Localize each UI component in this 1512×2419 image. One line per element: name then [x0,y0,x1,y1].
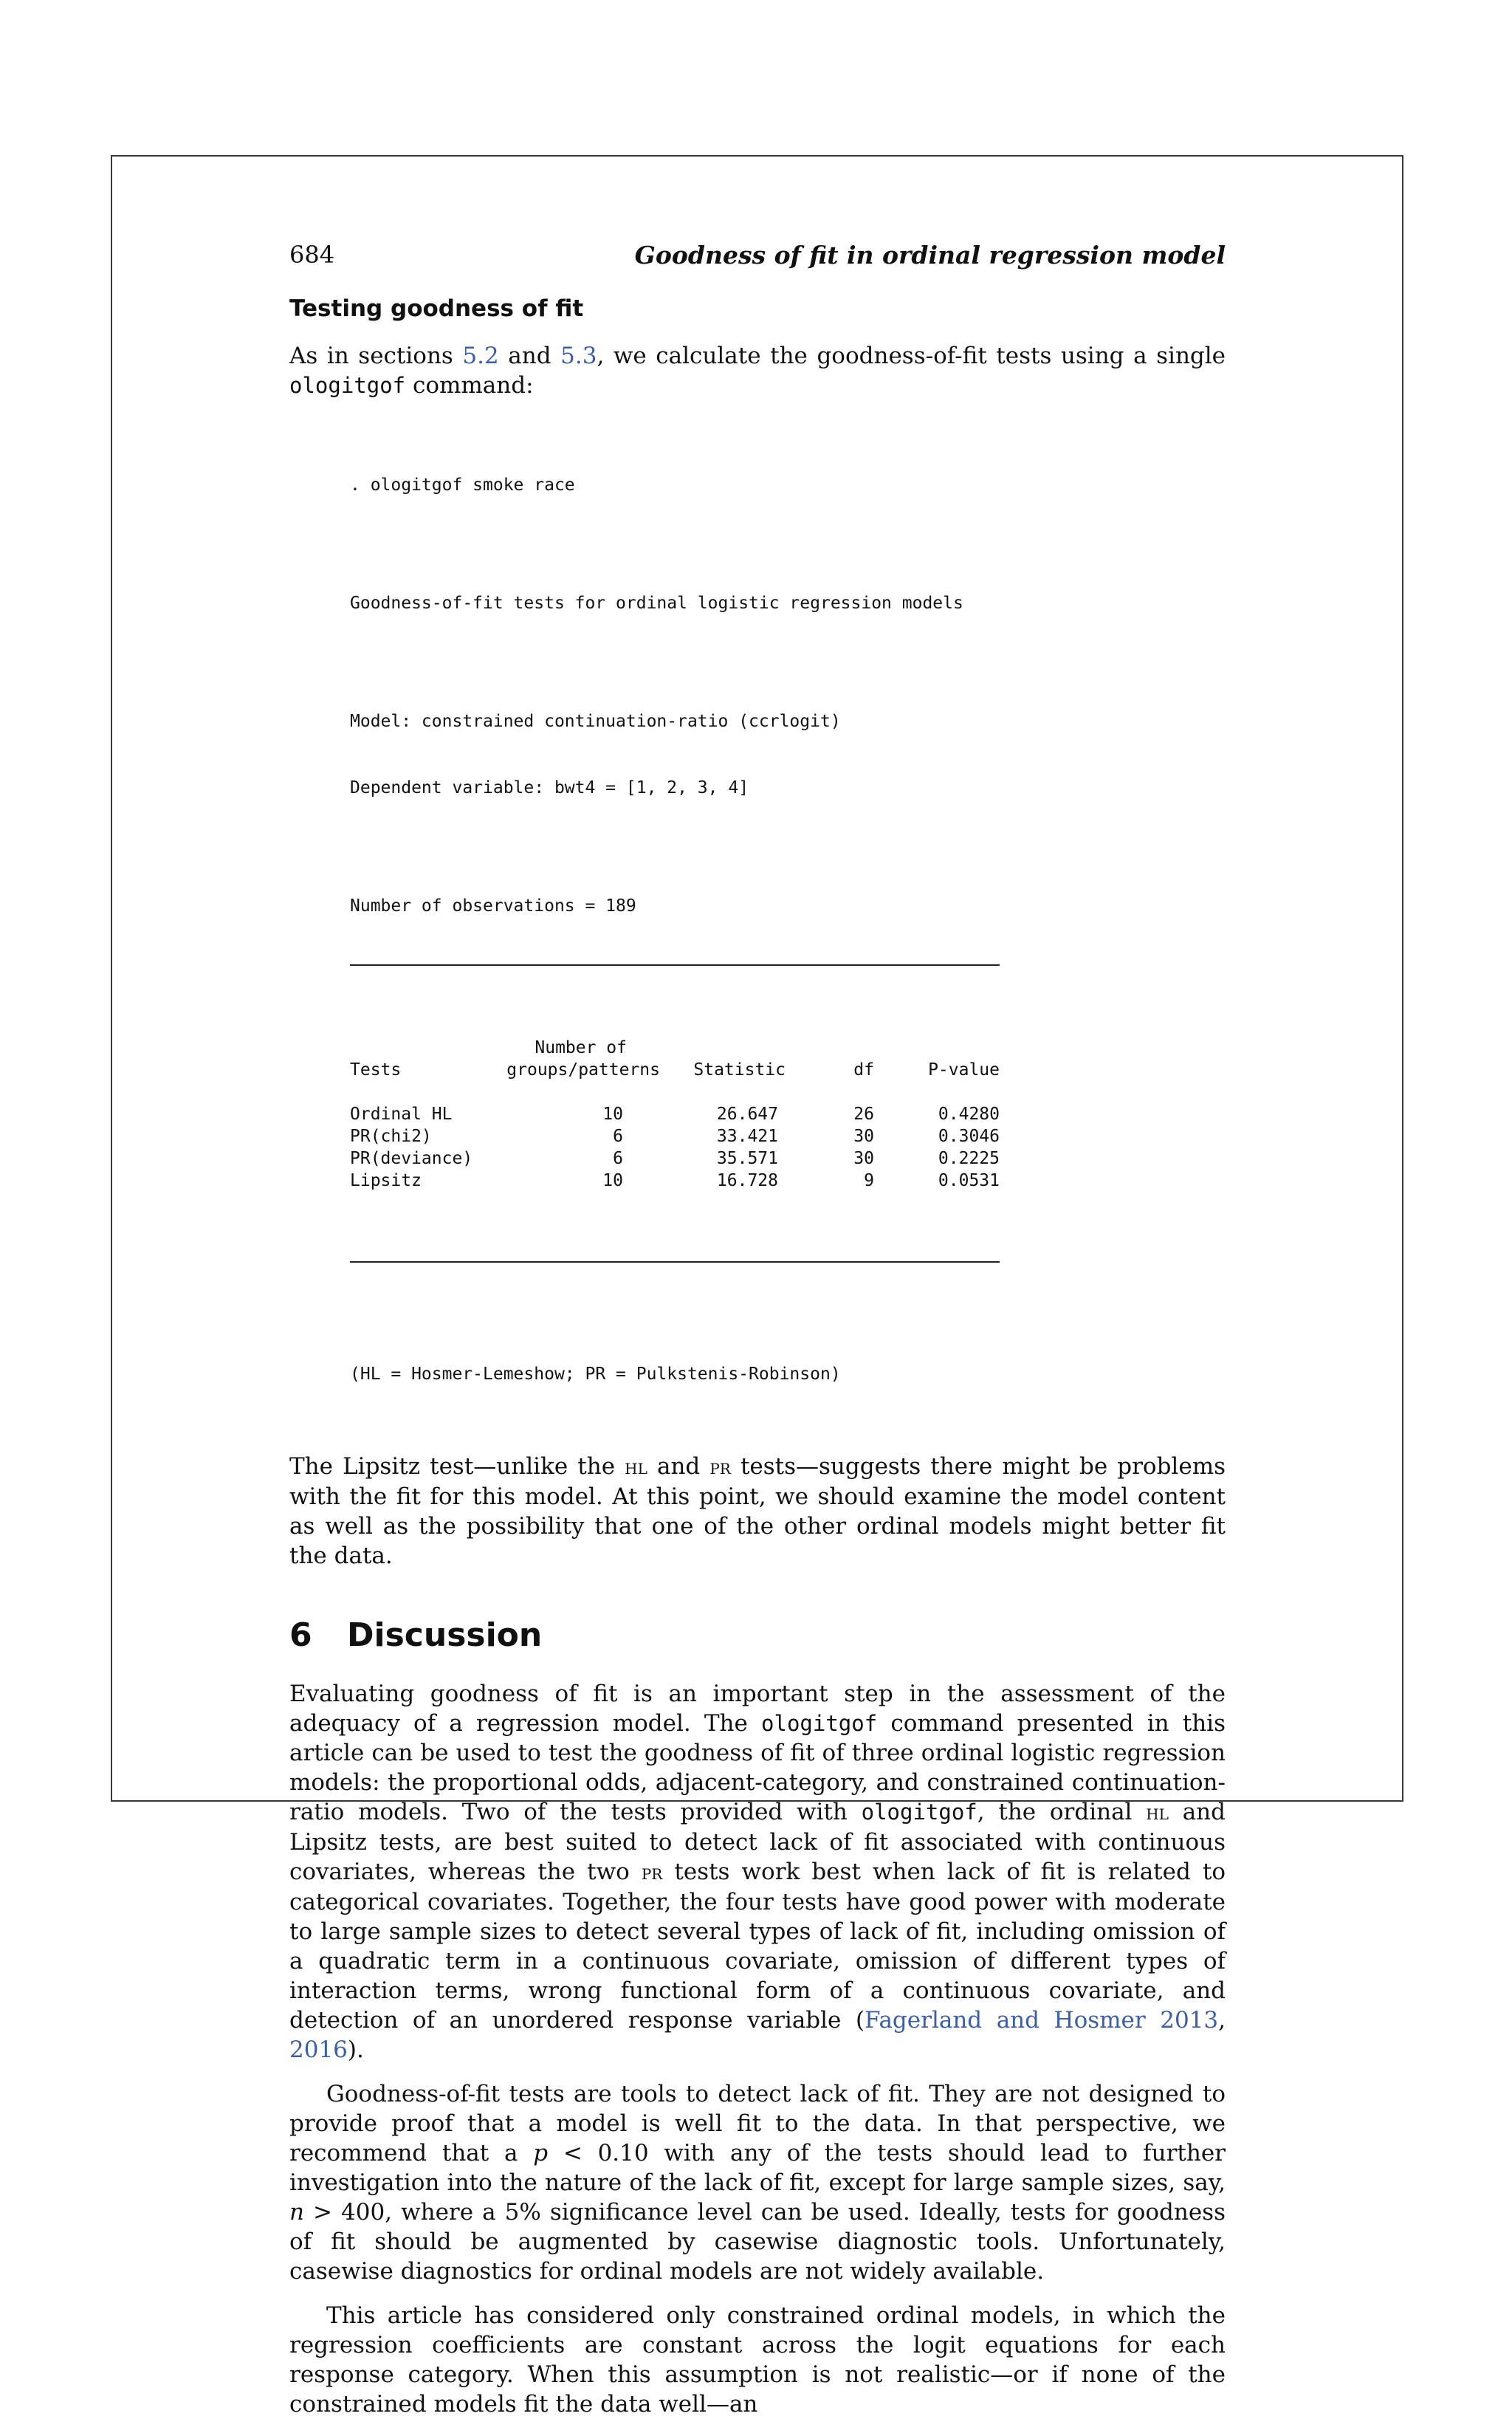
header-groups: groups/patterns [506,1060,660,1080]
command-name: ologitgof [761,1711,878,1736]
page-content [289,241,1226,2419]
groups-value: 6 [613,1149,623,1168]
abbrev-pr: pr [709,1455,731,1479]
test-name: PR(deviance) [350,1149,473,1168]
header-pvalue: P-value [928,1060,1000,1080]
header-df: df [853,1060,874,1080]
running-head [289,241,1226,273]
text-run: As in sections [289,343,463,369]
text-run: The Lipsitz test—unlike the [289,1453,625,1480]
discussion-paragraph-3: This article has considered only constrained ordinal models, in which the regression coefficients are constant across the logit equations for each response category. When this assumption is not realistic—or if none of the constrained models fit the data well—an [289,2302,1226,2418]
section-number: 6 [289,1616,312,1654]
abbrev-hl: hl [625,1455,647,1479]
model-line: Model: constrained continuation-ratio (ccrlogit) [350,712,841,731]
math-n: n [289,2199,304,2226]
text-run: and [647,1453,710,1480]
table-top-rule [350,964,1000,966]
statistic-value: 35.571 [716,1149,778,1168]
pvalue-value: 0.0531 [938,1171,1000,1190]
nobs-line: Number of observations = 189 [350,896,636,916]
output-footnote: (HL = Hosmer-Lemeshow; PR = Pulkstenis-Robinson) [350,1365,841,1384]
statistic-value: 33.421 [716,1127,778,1146]
discussion-paragraph-2 [289,2079,1226,2286]
text-run: command: [405,372,534,399]
groups-value: 6 [613,1127,623,1146]
header-tests: Tests [350,1060,402,1080]
command-line: . ologitgof smoke race [350,476,575,495]
output-title: Goodness-of-fit tests for ordinal logistic regression models [350,594,963,613]
stata-output [350,430,1000,1430]
text-run: tests—suggests there might be problems with the fit for this model. At this point, we should examine the model content as well as the possibility that one of the other ordinal models might better fit the data. [289,1453,1226,1569]
table-row [350,1147,1000,1170]
groups-value: 10 [602,1105,623,1124]
citation-link-2016[interactable]: 2016 [289,2037,348,2063]
discussion-paragraph-1 [289,1679,1226,2065]
statistic-value: 26.647 [716,1105,778,1124]
header-statistic: Statistic [693,1060,786,1080]
header-groups-top: Number of [535,1038,627,1057]
text-run: command presented in this article can be used to test the goodness of fit of three ordinal logistic regression models: the proportional odds, adjacent-category, and constrained continuation-ratio models. Two of the tests provided with [289,1710,1226,1825]
math-p: p [533,2140,549,2166]
groups-value: 10 [602,1171,623,1190]
page-number: 684 [289,241,335,269]
intro-paragraph [289,341,1226,400]
df-value: 26 [853,1105,874,1124]
pvalue-value: 0.2225 [938,1149,1000,1168]
lipsitz-paragraph [289,1452,1226,1571]
df-value: 30 [853,1127,874,1146]
text-run: Goodness-of-fit tests are tools to detect lack of fit. They are not designed to provide proof that a model is well fit to the data. In that perspective, we recommend that a [289,2081,1226,2166]
table-bottom-rule [350,1261,1000,1263]
pvalue-value: 0.4280 [938,1105,1000,1124]
text-run: Evaluating goodness of fit is an important step in the assessment of the adequacy of a regression model. The [289,1681,1226,1737]
table-row [350,1103,1000,1125]
statistic-value: 16.728 [716,1171,778,1190]
running-title: Goodness of fit in ordinal regression model [634,241,1226,270]
text-run: tests work best when lack of fit is related to categorical covariates. Together, the four tests have good power with moderate to large sample sizes to detect several types of lack of fit, including omission of a quadratic term in a continuous covariate, omission of different types of interaction terms, wrong functional form of a continuous covariate, and detection of an unordered response variable ( [289,1859,1226,2034]
text-run: < 0.10 with any of the tests should lead to further investigation into the nature of the lack of fit, except for large sample sizes, say, [289,2140,1226,2196]
test-name: Lipsitz [350,1171,422,1190]
test-name: Ordinal HL [350,1105,453,1124]
table-row [350,1125,1000,1147]
section-link-5-3[interactable]: 5.3 [560,343,597,369]
depvar-line: Dependent variable: bwt4 = [1, 2, 3, 4] [350,778,749,797]
text-run: and [498,343,561,369]
df-value: 9 [864,1171,874,1190]
section-heading [289,1616,1226,1654]
section-title: Discussion [347,1616,543,1654]
citation-link-2013[interactable]: Fagerland and Hosmer 2013 [865,2007,1219,2034]
table-row [350,1170,1000,1192]
abbrev-pr: pr [641,1860,663,1884]
command-name: ologitgof [861,1799,977,1825]
test-name: PR(chi2) [350,1127,432,1146]
text-run: and Lipsitz tests, are best suited to detect lack of fit associated with continuous covariates, whereas the two [289,1799,1226,1885]
abbrev-hl: hl [1146,1800,1169,1825]
command-name: ologitgof [289,373,406,398]
subsection-title: Testing goodness of fit [289,295,584,322]
text-run: > 400, where a 5% significance level can be used. Ideally, tests for goodness of fit should be augmented by casewise diagnostic tools. Unfortunately, casewise diagnostics for ordinal models are not widely available. [289,2199,1226,2285]
pvalue-value: 0.3046 [938,1127,1000,1146]
text-run: , we calculate the goodness-of-fit tests using a single [597,343,1226,369]
section-link-5-2[interactable]: 5.2 [462,343,499,369]
text-run: , [1218,2007,1226,2034]
df-value: 30 [853,1149,874,1168]
gof-table [350,1037,1000,1192]
text-run: ). [347,2037,364,2063]
text-run: , the ordinal [977,1799,1147,1825]
